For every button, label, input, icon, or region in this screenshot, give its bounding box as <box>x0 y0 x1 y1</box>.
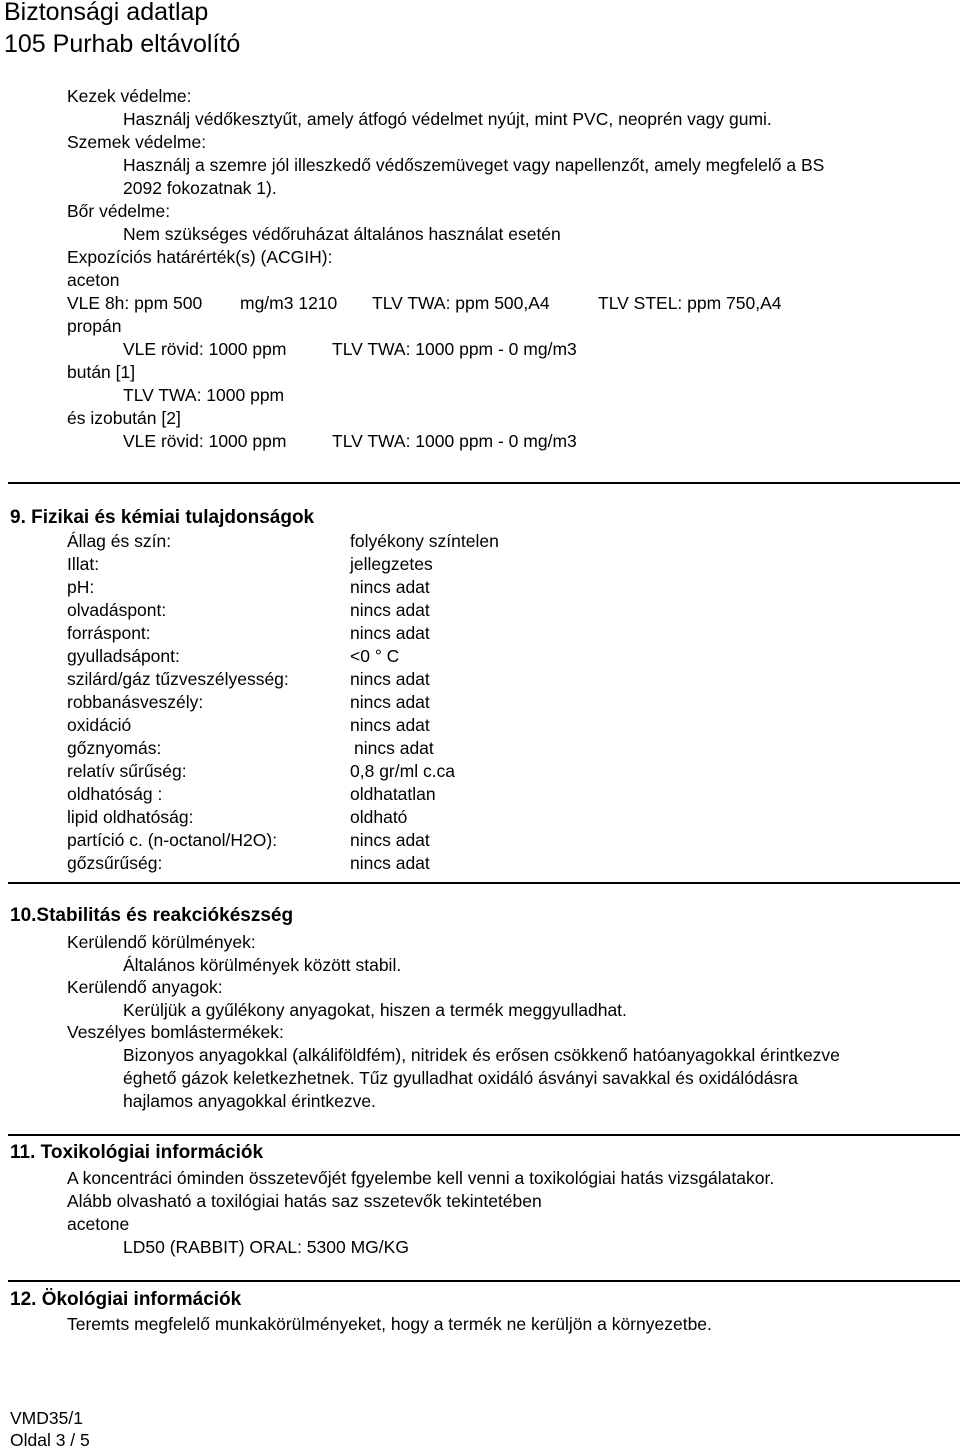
property-label: relatív sűrűség: <box>67 761 187 781</box>
hands-protection-text: Használj védőkesztyűt, amely átfogó védelmet nyújt, mint PVC, neoprén vagy gumi. <box>123 109 772 129</box>
property-label: Állag és szín: <box>67 531 172 551</box>
divider <box>8 1280 960 1282</box>
decomposition-label: Veszélyes bomlástermékek: <box>67 1022 284 1042</box>
materials-text: Kerüljük a gyűlékony anyagokat, hiszen a termék meggyulladhat. <box>123 1000 627 1020</box>
aceton-twa: TLV TWA: ppm 500,A4 <box>372 293 550 313</box>
property-label: gyulladsápont: <box>67 646 180 666</box>
exposure-limits-label: Expozíciós határérték(s) (ACGIH): <box>67 247 333 267</box>
conditions-text: Általános körülmények között stabil. <box>123 955 402 975</box>
document-code: VMD35/1 <box>10 1408 83 1428</box>
product-name: 105 Purhab eltávolító <box>4 30 241 58</box>
toxicology-substance: acetone <box>67 1214 130 1234</box>
section-11-heading: 11. Toxikológiai információk <box>10 1142 264 1163</box>
eye-protection-text-1: Használj a szemre jól illeszkedő védőszemüveget vagy napellenzőt, amely megfelelő a BS <box>123 155 825 175</box>
toxicology-text-1: A koncentráci óminden összetevőjét fgyelembe kell venni a toxikológiai hatás vizsgálatakor. <box>67 1168 775 1188</box>
property-value: folyékony színtelen <box>350 531 499 551</box>
property-value: nincs adat <box>350 830 430 850</box>
aceton-mg: mg/m3 1210 <box>240 293 338 313</box>
decomposition-text-3: hajlamos anyagokkal érintkezve. <box>123 1091 376 1111</box>
divider <box>8 882 960 884</box>
izobutan-vle: VLE rövid: 1000 ppm <box>123 431 287 451</box>
materials-label: Kerülendő anyagok: <box>67 977 223 997</box>
document-title: Biztonsági adatlap <box>4 0 209 26</box>
property-value: nincs adat <box>350 669 430 689</box>
divider <box>8 482 960 484</box>
hands-protection-label: Kezek védelme: <box>67 86 192 106</box>
property-value: jellegzetes <box>350 554 433 574</box>
property-label: gőzsűrűség: <box>67 853 163 873</box>
decomposition-text-1: Bizonyos anyagokkal (alkáliföldfém), nitridek és erősen csökkenő hatóanyagokkal érintkezve <box>123 1045 840 1065</box>
butan-name: bután [1] <box>67 362 136 382</box>
property-value: nincs adat <box>350 623 430 643</box>
section-12-heading: 12. Ökológiai információk <box>10 1289 242 1310</box>
skin-protection-label: Bőr védelme: <box>67 201 171 221</box>
page-number: Oldal 3 / 5 <box>10 1430 90 1450</box>
property-value: 0,8 gr/ml c.ca <box>350 761 456 781</box>
property-label: robbanásveszély: <box>67 692 204 712</box>
property-value: nincs adat <box>354 738 434 758</box>
property-label: pH: <box>67 577 95 597</box>
izobutan-name: és izobután [2] <box>67 408 181 428</box>
izobutan-twa: TLV TWA: 1000 ppm - 0 mg/m3 <box>332 431 577 451</box>
toxicology-ld50: LD50 (RABBIT) ORAL: 5300 MG/KG <box>123 1237 409 1257</box>
aceton-name: aceton <box>67 270 120 290</box>
property-label: Illat: <box>67 554 100 574</box>
property-label: lipid oldhatóság: <box>67 807 194 827</box>
divider <box>8 1134 960 1136</box>
propan-twa: TLV TWA: 1000 ppm - 0 mg/m3 <box>332 339 577 359</box>
property-label: partíció c. (n-octanol/H2O): <box>67 830 278 850</box>
section-10-heading: 10.Stabilitás és reakciókészség <box>10 905 294 926</box>
property-value: nincs adat <box>350 853 430 873</box>
propan-name: propán <box>67 316 122 336</box>
property-label: forráspont: <box>67 623 151 643</box>
property-label: olvadáspont: <box>67 600 167 620</box>
property-value: nincs adat <box>350 715 430 735</box>
aceton-stel: TLV STEL: ppm 750,A4 <box>598 293 782 313</box>
property-label: gőznyomás: <box>67 738 162 758</box>
property-value: oldhatatlan <box>350 784 436 804</box>
ecology-text: Teremts megfelelő munkakörülményeket, hogy a termék ne kerüljön a környezetbe. <box>67 1314 712 1334</box>
toxicology-text-2: Alább olvasható a toxilógiai hatás saz sszetevők tekintetében <box>67 1191 542 1211</box>
property-value: <0 ° C <box>350 646 400 666</box>
property-value: nincs adat <box>350 600 430 620</box>
conditions-label: Kerülendő körülmények: <box>67 932 256 952</box>
decomposition-text-2: éghető gázok keletkezhetnek. Tűz gyulladhat oxidáló ásványi savakkal és oxidálódásra <box>123 1068 798 1088</box>
section-9-heading: 9. Fizikai és kémiai tulajdonságok <box>10 507 315 528</box>
property-label: oldhatóság : <box>67 784 163 804</box>
butan-twa: TLV TWA: 1000 ppm <box>123 385 285 405</box>
propan-vle: VLE rövid: 1000 ppm <box>123 339 287 359</box>
property-value: oldható <box>350 807 408 827</box>
eye-protection-label: Szemek védelme: <box>67 132 207 152</box>
eye-protection-text-2: 2092 fokozatnak 1). <box>123 178 277 198</box>
property-value: nincs adat <box>350 577 430 597</box>
property-label: szilárd/gáz tűzveszélyesség: <box>67 669 289 689</box>
skin-protection-text: Nem szükséges védőruházat általános használat esetén <box>123 224 561 244</box>
property-value: nincs adat <box>350 692 430 712</box>
property-label: oxidáció <box>67 715 132 735</box>
aceton-vle: VLE 8h: ppm 500 <box>67 293 203 313</box>
